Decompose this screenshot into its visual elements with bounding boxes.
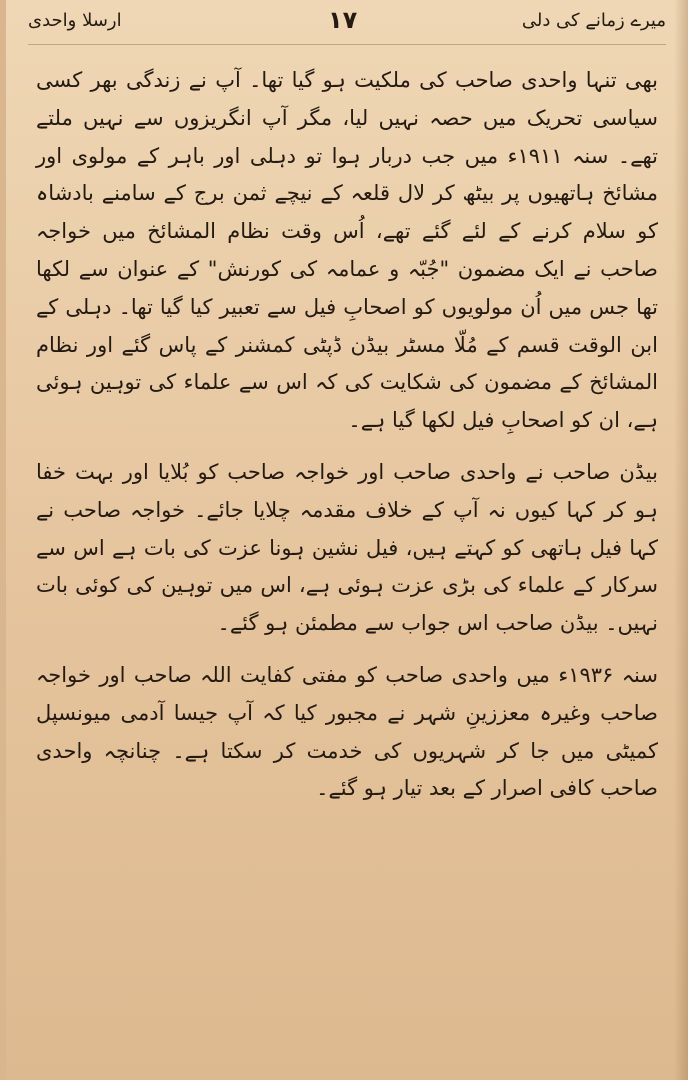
header-book-title: میرے زمانے کی دلی xyxy=(521,10,666,31)
paragraph-3: سنہ ۱۹۳۶ء میں واحدی صاحب کو مفتی کفایت اللہ صاحب اور خواجہ صاحب وغیرہ معززینِ شہر نے مجبور کیا کہ آپ جیسا آدمی میونسپل کمیٹی میں جا کر شہریوں کی خدمت کر سکتا ہے۔ چنانچہ واحدی صاحب کافی اصرار کے بعد تیار ہو گئے۔ xyxy=(36,662,658,801)
page-number: ۱۷ xyxy=(328,6,358,34)
paragraph-1: بھی تنہا واحدی صاحب کی ملکیت ہو گیا تھا۔ آپ نے زندگی بھر کسی سیاسی تحریک میں حصہ نہیں لیا، مگر آپ انگریزوں سے نہیں ملتے تھے۔ سنہ ۱۹۱۱ء میں جب دربار ہوا تو دہلی اور باہر کے مولوی اور مشائخ ہاتھیوں پر بیٹھ کر لال قلعہ کے نیچے ثمن برج کے سامنے بادشاہ کو سلام کرنے کے لئے گئے تھے، اُس وقت نظام المشائخ میں خواجہ صاحب نے ایک مضمون "جُبّہ و عمامہ کی کورنش" کے عنوان سے لکھا تھا جس میں اُن مولویوں کو اصحابِ فیل سے تعبیر کیا گیا تھا۔ دہلی کے ابن الوقت قسم کے مُلّا مسٹر بیڈن ڈپٹی کمشنر کے پاس گئے اور نظام المشائخ کے مضمون کی شکایت کی کہ اس سے علماء کی توہین ہوئی ہے، ان کو اصحابِ فیل لکھا گیا ہے۔ xyxy=(36,68,658,433)
page-body xyxy=(36,62,658,808)
running-header xyxy=(28,6,666,42)
header-author: ارسلا واحدی xyxy=(28,10,122,31)
paragraph-2: بیڈن صاحب نے واحدی صاحب اور خواجہ صاحب کو بُلایا اور بہت خفا ہو کر کہا کیوں نہ آپ کے خلاف مقدمہ چلایا جائے۔ خواجہ صاحب نے کہا فیل ہاتھی کو کہتے ہیں، فیل نشین ہونا عزت کی بات ہے اس سے سرکار کے علماء کی بڑی عزت ہوئی ہے، اس میں توہین کی کوئی بات نہیں۔ بیڈن صاحب اس جواب سے مطمئن ہو گئے۔ xyxy=(36,459,658,636)
header-rule xyxy=(28,44,666,45)
